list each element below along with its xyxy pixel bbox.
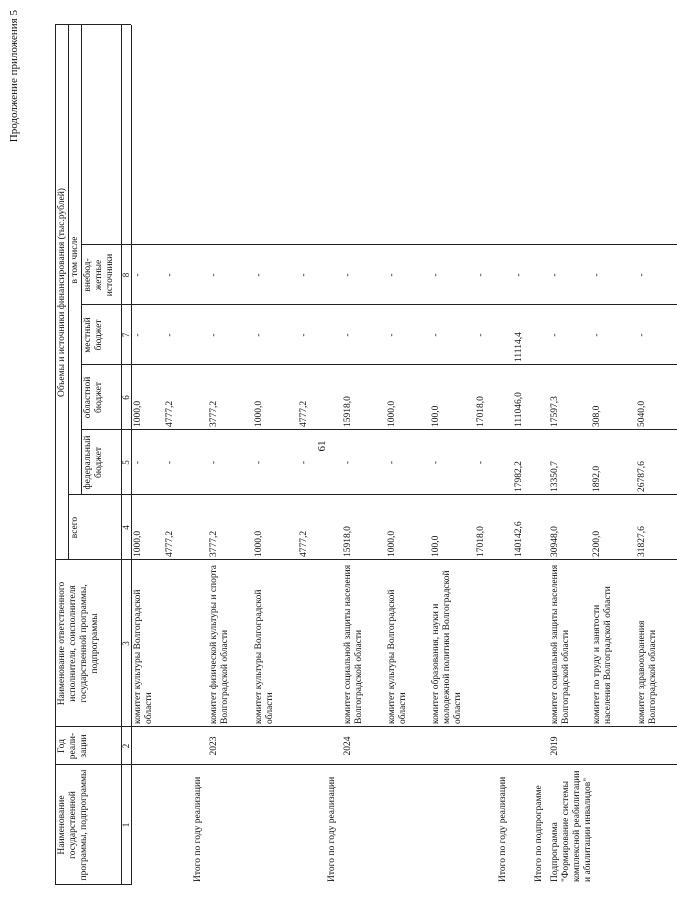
row-program-name: Итого по году реализации — [327, 776, 337, 882]
column-rule — [55, 726, 677, 727]
row-executor: комитет социальной защиты населения Волгоградской области — [550, 564, 571, 724]
row-local: - — [254, 333, 264, 337]
row-local: - — [299, 333, 309, 337]
row-total: 100,0 — [431, 535, 441, 557]
row-year — [254, 730, 296, 762]
row-executor: комитет здравоохранения Волгоградской области — [637, 620, 658, 724]
row-program-name: Подпрограмма "Формирование системы комплексной реабилитации и абилитации инвалидов" — [550, 770, 593, 882]
header-regional: областной бюджет — [83, 376, 104, 419]
header-executor: Наименование ответственного исполнителя, соисполнителя государственной программы, подпрограммы — [57, 581, 100, 706]
row-local: - — [431, 333, 441, 337]
row-year — [476, 730, 511, 762]
header-total: всего — [70, 516, 80, 539]
row-extra: - — [637, 273, 647, 277]
row-program-name — [209, 768, 251, 882]
table-top-rule — [55, 25, 56, 885]
row-regional: 1000,0 — [387, 400, 397, 427]
row-extra: - — [476, 273, 486, 277]
row-program-name: Итого по подпрограмме — [534, 785, 544, 882]
row-total: 4777,2 — [165, 530, 175, 557]
row-federal: - — [343, 460, 353, 465]
row-regional: 4777,2 — [299, 400, 309, 427]
row-executor: комитет социальной защиты населения Волгоградской области — [343, 564, 364, 724]
column-number: 3 — [121, 641, 131, 646]
row-federal: - — [476, 460, 486, 465]
row-program-name — [637, 768, 676, 882]
row-federal: - — [387, 460, 397, 465]
row-extra: - — [209, 273, 219, 277]
row-local: - — [592, 333, 602, 337]
column-number: 2 — [121, 743, 131, 749]
row-total: 1000,0 — [254, 530, 264, 557]
row-total: 1000,0 — [387, 530, 397, 557]
header-rule — [81, 25, 82, 495]
row-executor: комитет образования, науки и молодежной политики Волгоградской области — [431, 570, 463, 724]
row-program-name: Итого по году реализации — [498, 776, 508, 882]
page-number: 61 — [316, 440, 328, 452]
row-local: - — [387, 333, 397, 337]
row-federal: 1892,0 — [592, 465, 602, 492]
table-edge-rule — [55, 24, 131, 25]
header-volumes: Объемы и источники финансирования (тыс.рублей) — [57, 188, 67, 397]
row-local: - — [343, 333, 353, 337]
row-regional: 1000,0 — [254, 400, 264, 427]
row-regional: 4777,2 — [165, 400, 175, 427]
row-federal: - — [254, 460, 264, 465]
row-program-name — [431, 768, 473, 882]
header-extrabudget: внебюд-жетные источники — [83, 253, 115, 297]
row-regional: 15918,0 — [343, 396, 353, 427]
header-program-name: Наименование государственной программы, подпрограммы — [57, 769, 89, 881]
row-federal: - — [431, 460, 441, 465]
row-local: - — [550, 333, 560, 337]
row-extra: - — [431, 273, 441, 277]
row-regional: 3777,2 — [209, 400, 219, 427]
row-extra: - — [592, 273, 602, 277]
row-executor: комитет культуры Волгоградской области — [387, 589, 408, 724]
row-total: 30948,0 — [550, 526, 560, 557]
row-local: - — [165, 333, 175, 337]
row-executor: комитет культуры Волгоградской области — [254, 589, 275, 724]
row-federal: - — [165, 460, 175, 465]
row-year — [387, 730, 428, 762]
header-federal: федеральный бюджет — [83, 435, 104, 490]
row-program-name — [343, 768, 384, 882]
row-federal: - — [133, 460, 143, 465]
header-rule — [131, 25, 132, 885]
continuation-label: Продолжение приложения 5 — [8, 10, 20, 143]
column-rule — [81, 429, 677, 430]
row-extra: - — [165, 273, 175, 277]
row-program-name — [592, 768, 634, 882]
table-edge-rule — [55, 884, 131, 885]
row-federal: - — [299, 460, 309, 465]
row-regional: 17018,0 — [476, 396, 486, 427]
row-executor — [514, 563, 547, 724]
row-year — [431, 730, 473, 762]
header-year: Год реали-зации — [57, 732, 89, 760]
column-number: 4 — [121, 525, 131, 530]
column-number: 8 — [121, 272, 131, 278]
column-number: 7 — [121, 332, 131, 338]
row-executor — [165, 563, 206, 724]
row-total: 3777,2 — [209, 530, 219, 557]
column-number: 6 — [121, 395, 131, 400]
row-federal: - — [209, 460, 219, 465]
row-year — [637, 730, 676, 762]
row-regional: 5040,0 — [637, 400, 647, 427]
row-total: 17018,0 — [476, 526, 486, 557]
row-total: 31827,6 — [637, 526, 647, 557]
row-year: 2019 — [550, 736, 560, 756]
row-total: 140142,6 — [514, 521, 524, 557]
row-year: 2024 — [343, 736, 353, 756]
row-federal: 17982,2 — [514, 461, 524, 492]
row-extra: - — [343, 273, 353, 277]
row-federal: 26787,6 — [637, 461, 647, 492]
row-extra: - — [254, 273, 264, 277]
column-rule — [81, 304, 677, 305]
row-extra: - — [387, 273, 397, 277]
row-regional: 100,0 — [431, 405, 441, 427]
row-regional: 308,0 — [592, 405, 602, 427]
row-executor: комитет по труду и занятости населения Волгоградской области — [592, 586, 613, 724]
row-total: 15918,0 — [343, 526, 353, 557]
row-local: 11114,4 — [514, 332, 524, 362]
row-extra: - — [299, 273, 309, 277]
row-local: - — [476, 333, 486, 337]
row-executor: комитет культуры Волгоградской области — [133, 589, 154, 724]
row-year — [514, 730, 547, 762]
column-rule — [81, 244, 677, 245]
header-rule — [68, 25, 69, 560]
row-year — [592, 730, 634, 762]
row-regional: 1000,0 — [133, 400, 143, 427]
row-program-name — [254, 768, 296, 882]
row-extra: - — [133, 273, 143, 277]
row-year: 2023 — [209, 736, 219, 756]
row-local: - — [133, 333, 143, 337]
column-rule — [81, 364, 677, 365]
column-rule — [55, 559, 677, 560]
row-executor: комитет физической культуры и спорта Волгоградской области — [209, 565, 230, 724]
row-local: - — [209, 333, 219, 337]
row-local: - — [637, 333, 647, 337]
row-regional: 17597,3 — [550, 396, 560, 427]
row-extra: - — [550, 273, 560, 277]
row-program-name: Итого по году реализации — [193, 776, 203, 882]
header-including: в том числе — [70, 236, 80, 284]
row-total: 2200,0 — [592, 530, 602, 557]
column-rule — [68, 494, 677, 495]
row-total: 4777,2 — [299, 530, 309, 557]
row-year — [299, 730, 340, 762]
row-year — [133, 730, 162, 762]
header-local: местный бюджет — [83, 317, 104, 353]
column-number: 5 — [121, 460, 131, 465]
row-executor — [299, 563, 340, 724]
finance-table — [55, 25, 658, 885]
row-regional: 111046,0 — [514, 392, 524, 427]
row-total: 1000,0 — [133, 530, 143, 557]
column-number: 1 — [121, 822, 131, 828]
row-program-name — [133, 768, 162, 882]
column-rule — [55, 764, 677, 765]
row-federal: 13350,7 — [550, 461, 560, 492]
row-executor — [476, 563, 511, 724]
row-year — [165, 730, 206, 762]
row-extra: - — [514, 273, 524, 277]
row-program-name — [387, 768, 428, 882]
